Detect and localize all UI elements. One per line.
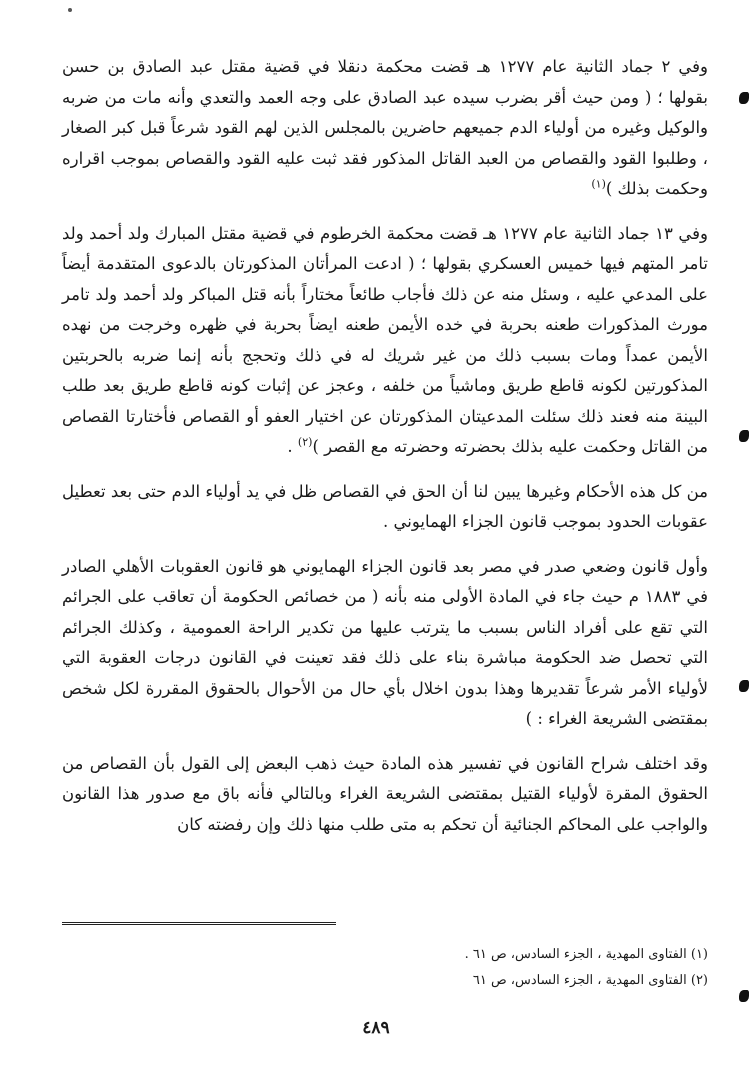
paragraph-1 bbox=[62, 52, 708, 205]
margin-mark-icon bbox=[739, 92, 749, 104]
paragraph-3-text: من كل هذه الأحكام وغيرها يبين لنا أن الحق في القصاص ظل في يد أولياء الدم حتى بعد تعطيل عقوبات الحدود بموجب قانون الجزاء الهمايوني . bbox=[62, 481, 708, 531]
footnote-2: (٢) الفتاوى المهدية ، الجزء السادس، ص ٦١ bbox=[472, 973, 708, 988]
footnote-ref-1: (١) bbox=[591, 177, 606, 191]
paragraph-4 bbox=[62, 552, 708, 735]
paragraph-4-text: وأول قانون وضعي صدر في مصر بعد قانون الجزاء الهمايوني هو قانون العقوبات الأهلي الصادر في ١٨٨٣ م حيث جاء في المادة الأولى منه بأنه ( من خصائص الحكومة أن تعاقب على الجرائم التي تقع على أفراد الناس بسبب ما يترتب عليها من تكدير الراحة العمومية ، وكذلك الجرائم التي تحصل ضد الحكومة مباشرة بناء على ذلك فقد تعينت في القانون درجات العقوبة التي لأولياء الأمر شرعاً تقديرها وهذا بدون اخلال بأي حال من الأحوال بالحقوق المقررة لكل شخص بمقتضى الشريعة الغراء : ) bbox=[62, 556, 708, 728]
margin-mark-icon bbox=[739, 990, 749, 1002]
footnote-1: (١) الفتاوى المهدية ، الجزء السادس، ص ٦١ . bbox=[464, 947, 708, 962]
footnote-divider bbox=[62, 922, 336, 925]
paragraph-2: وفي ١٣ جماد الثانية عام ١٢٧٧ هـ قضت محكمة الخرطوم في قضية مقتل المبارك ولد أحمد ولد تامر المتهم فيها خميس العسكري بقولها ؛ ( ادعت المرأتان المذكورتان بالدعوى المتقدمة أيضاً على المدعي عليه ، وسئل منه عن ذلك فأجاب طائعاً مختاراً بأنه قتل المباكر ولد أحمد ولد تامر مورث المذكورات طعنه بحربة في خده الأيمن طعنه ايضاً بحربة في ظهره وخرجت من نهده الأيمن عمداً ومات بسبب ذلك من غير شريك له في ذلك وتحجج بأنه إنما ضربه بالحربتين المذكورتين لكونه قاطع طريق وماشياً من خلفه ، وعجز عن إثبات كونه قاطع طريق بعد طلب البينة منه فعند ذلك سئلت المدعيتان المذكورتان عن اختيار العفو أو القصاص فأختارتا القصاص من القاتل وحكمت عليه بذلك بحضرته وحضرته مع القصر )$^{(٢)}$ . bbox=[62, 223, 708, 456]
paragraph-3 bbox=[62, 477, 708, 538]
paragraph-5-text: وقد اختلف شراح القانون في تفسير هذه المادة حيث ذهب البعض إلى القول بأن القصاص من الحقوق المقرة لأولياء القتيل بمقتضى الشريعة الغراء وبالتالي فأنه باق مع صدور هذا القانون والواجب على المحاكم الجنائية أن تحكم به متى طلب منها ذلك وإن رفضته كان bbox=[62, 753, 708, 834]
paragraph-2-text: وفي ١٣ جماد الثانية عام ١٢٧٧ هـ قضت محكمة الخرطوم في قضية مقتل المبارك ولد أحمد ولد تامر المتهم فيها خميس العسكري بقولها ؛ ( ادعت المرأتان المذكورتان بالدعوى المتقدمة أيضاً على المدعي عليه ، وسئل منه عن ذلك فأجاب طائعاً مختاراً بأنه قتل المباكر ولد أحمد ولد تامر مورث المذكورات طعنه بحربة في خده الأيمن طعنه ايضاً بحربة في ظهره وخرجت من نهده الأيمن عمداً ومات بسبب ذلك من غير شريك له في ذلك وتحجج بأنه إنما ضربه بالحربتين المذكورتين لكونه قاطع طريق وماشياً من خلفه ، وعجز عن إثبات كونه قاطع طريق بعد طلب البينة منه فعند ذلك سئلت المدعيتان المذكورتان عن اختيار العفو أو القصاص فأختارتا القصاص من القاتل وحكمت عليه بذلك بحضرته وحضرته مع القصر ) bbox=[62, 223, 708, 456]
page-body bbox=[62, 52, 708, 854]
page-number: ٤٨٩ bbox=[362, 1018, 390, 1038]
paragraph-1-text: وفي ٢ جماد الثانية عام ١٢٧٧ هـ قضت محكمة دنقلا في قضية مقتل عبد الصادق بن حسن بقولها ؛ ( ومن حيث أقر بضرب سيده عبد الصادق على وجه العمد والتعدي وأنه مات من ضربه والوكيل وغيره من أولياء الدم جميعهم حاضرين بالمجلس الذين لهم القود شرعاً قبل كبر الصغار ، وطلبوا القود والقصاص من العبد القاتل المذكور فقد ثبت عليه القود والقصاص بموجب اقراره وحكمت بذلك ) bbox=[62, 57, 708, 198]
margin-mark-icon bbox=[739, 680, 749, 692]
scan-speck bbox=[68, 8, 72, 12]
footnote-ref-2: (٢) bbox=[297, 435, 313, 449]
footnotes bbox=[62, 942, 708, 994]
paragraph-5 bbox=[62, 749, 708, 841]
margin-mark-icon bbox=[739, 430, 749, 442]
